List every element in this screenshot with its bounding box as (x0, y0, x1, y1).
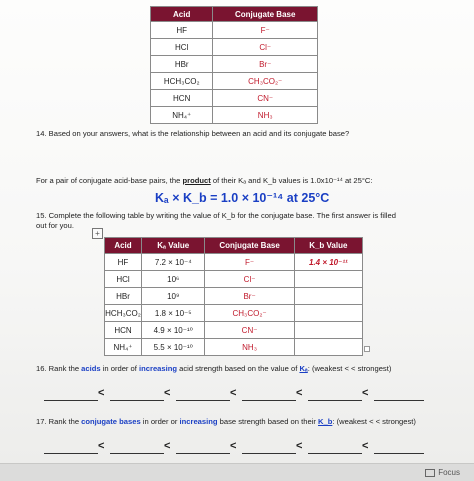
q17-text: in order or (140, 417, 180, 426)
ka-cell: 4.9 × 10⁻¹⁰ (141, 322, 204, 339)
table-move-handle-icon[interactable]: + (92, 228, 103, 239)
less-than-symbol: < (296, 440, 303, 452)
paragraph-text-end: of their Kₐ and K_b values is 1.0x10⁻¹⁴ at 25°C: (210, 176, 373, 185)
paragraph-product-word: product (182, 176, 211, 185)
conjugate-base-cell: CN⁻ (205, 322, 294, 339)
q16-acids-word: acids (81, 364, 101, 373)
table-row (105, 271, 363, 288)
q16-text: : (weakest < < strongest) (307, 364, 392, 373)
kb-input-cell[interactable] (294, 322, 362, 339)
conjugate-base-cell: Cl⁻ (205, 271, 294, 288)
acid-cell: HCN (105, 322, 142, 339)
q16-text: in order of (100, 364, 140, 373)
conjugate-base-cell: Br⁻ (213, 56, 318, 73)
status-bar (0, 463, 474, 481)
less-than-symbol: < (98, 440, 105, 452)
table-header-row (151, 7, 318, 22)
conjugate-base-cell: F⁻ (213, 22, 318, 39)
rank-base-blank-5[interactable] (308, 453, 362, 454)
acid-cell: HCl (105, 271, 142, 288)
acid-cell: HCl (151, 39, 213, 56)
ka-cell: 10⁶ (141, 271, 204, 288)
q17-increasing-word: increasing (179, 417, 218, 426)
kb-input-cell[interactable] (294, 288, 362, 305)
conjugate-base-cell: NH₃ (205, 339, 294, 356)
q16-increasing-word: increasing (139, 364, 177, 373)
question-15-line-1: 15. Complete the following table by writing the value of K_b for the conjugate base. The first answer is filled (36, 211, 396, 220)
rank-acid-blank-4[interactable] (242, 400, 296, 401)
rank-base-blank-4[interactable] (242, 453, 296, 454)
acid-cell: HCH₃CO₂ (105, 305, 142, 322)
conjugate-base-cell: Cl⁻ (213, 39, 318, 56)
rank-acid-blank-3[interactable] (176, 400, 230, 401)
rank-base-blank-1[interactable] (44, 453, 98, 454)
focus-icon (425, 469, 435, 477)
kb-cell: 1.4 × 10⁻¹¹ (294, 254, 362, 271)
header-conjugate-base: Conjugate Base (205, 238, 294, 254)
focus-label: Focus (438, 468, 460, 477)
acid-cell: HCH₃CO₂ (151, 73, 213, 90)
rank-base-blank-6[interactable] (374, 453, 424, 454)
less-than-symbol: < (362, 440, 369, 452)
table-row (151, 39, 318, 56)
kb-input-cell[interactable] (294, 271, 362, 288)
question-14: 14. Based on your answers, what is the relationship between an acid and its conjugate base? (36, 129, 350, 138)
rank-base-blank-3[interactable] (176, 453, 230, 454)
kb-input-cell[interactable] (294, 305, 362, 322)
q17-bases-word: conjugate bases (81, 417, 141, 426)
rank-base-blank-2[interactable] (110, 453, 164, 454)
acid-cell: HF (105, 254, 142, 271)
acid-conjugate-table (150, 6, 318, 124)
less-than-symbol: < (296, 387, 303, 399)
q17-text: 17. Rank the (36, 417, 82, 426)
table-row (105, 288, 363, 305)
q17-text: : (weakest < < strongest) (332, 417, 416, 426)
question-15-line-2: out for you. (36, 221, 74, 230)
focus-mode-button[interactable] (425, 468, 460, 477)
acid-cell: HBr (151, 56, 213, 73)
conjugate-base-cell: CH₃CO₂⁻ (213, 73, 318, 90)
less-than-symbol: < (230, 387, 237, 399)
conjugate-base-cell: NH₃ (213, 107, 318, 124)
q17-text: base strength based on their (217, 417, 318, 426)
acid-cell: HBr (105, 288, 142, 305)
conjugate-base-cell: F⁻ (205, 254, 294, 271)
table-row (105, 305, 363, 322)
paragraph-text-start: For a pair of conjugate acid-base pairs, the (36, 176, 183, 185)
product-paragraph (36, 176, 372, 185)
table-row (105, 322, 363, 339)
question-16 (36, 364, 391, 373)
table-row (105, 339, 363, 356)
header-acid: Acid (105, 238, 142, 254)
less-than-symbol: < (164, 440, 171, 452)
table-row (151, 107, 318, 124)
ka-cell: 5.5 × 10⁻¹⁰ (141, 339, 204, 356)
ka-cell: 7.2 × 10⁻⁴ (141, 254, 204, 271)
ka-cell: 1.8 × 10⁻⁵ (141, 305, 204, 322)
ka-cell: 10⁹ (141, 288, 204, 305)
q16-text: 16. Rank the (36, 364, 82, 373)
rank-acid-blank-1[interactable] (44, 400, 98, 401)
ka-kb-formula: Kₐ × K_b = 1.0 × 10⁻¹⁴ at 25°C (155, 191, 330, 205)
table-row (151, 22, 318, 39)
acid-cell: HF (151, 22, 213, 39)
question-17 (36, 417, 416, 426)
conjugate-base-cell: CH₃CO₂⁻ (205, 305, 294, 322)
header-acid: Acid (151, 7, 213, 22)
table-row (151, 90, 318, 107)
kb-input-cell[interactable] (294, 339, 362, 356)
conjugate-base-cell: Br⁻ (205, 288, 294, 305)
less-than-symbol: < (98, 387, 105, 399)
less-than-symbol: < (230, 440, 237, 452)
table-resize-handle[interactable] (364, 346, 370, 352)
acid-cell: HCN (151, 90, 213, 107)
table-row (151, 73, 318, 90)
q16-text: acid strength based on the value of (177, 364, 300, 373)
rank-acid-blank-6[interactable] (374, 400, 424, 401)
header-ka-value: Kₐ Value (141, 238, 204, 254)
less-than-symbol: < (362, 387, 369, 399)
less-than-symbol: < (164, 387, 171, 399)
table-row (151, 56, 318, 73)
q17-kb-symbol: K_b (318, 417, 333, 426)
acid-cell: NH₄⁺ (151, 107, 213, 124)
rank-acid-blank-5[interactable] (308, 400, 362, 401)
table-row (105, 254, 363, 271)
ka-kb-table (104, 237, 363, 356)
conjugate-base-cell: CN⁻ (213, 90, 318, 107)
header-conjugate-base: Conjugate Base (213, 7, 318, 22)
table-header-row (105, 238, 363, 254)
acid-cell: NH₄⁺ (105, 339, 142, 356)
rank-acid-blank-2[interactable] (110, 400, 164, 401)
header-kb-value: K_b Value (294, 238, 362, 254)
q16-ka-symbol: Kₐ (299, 364, 308, 373)
